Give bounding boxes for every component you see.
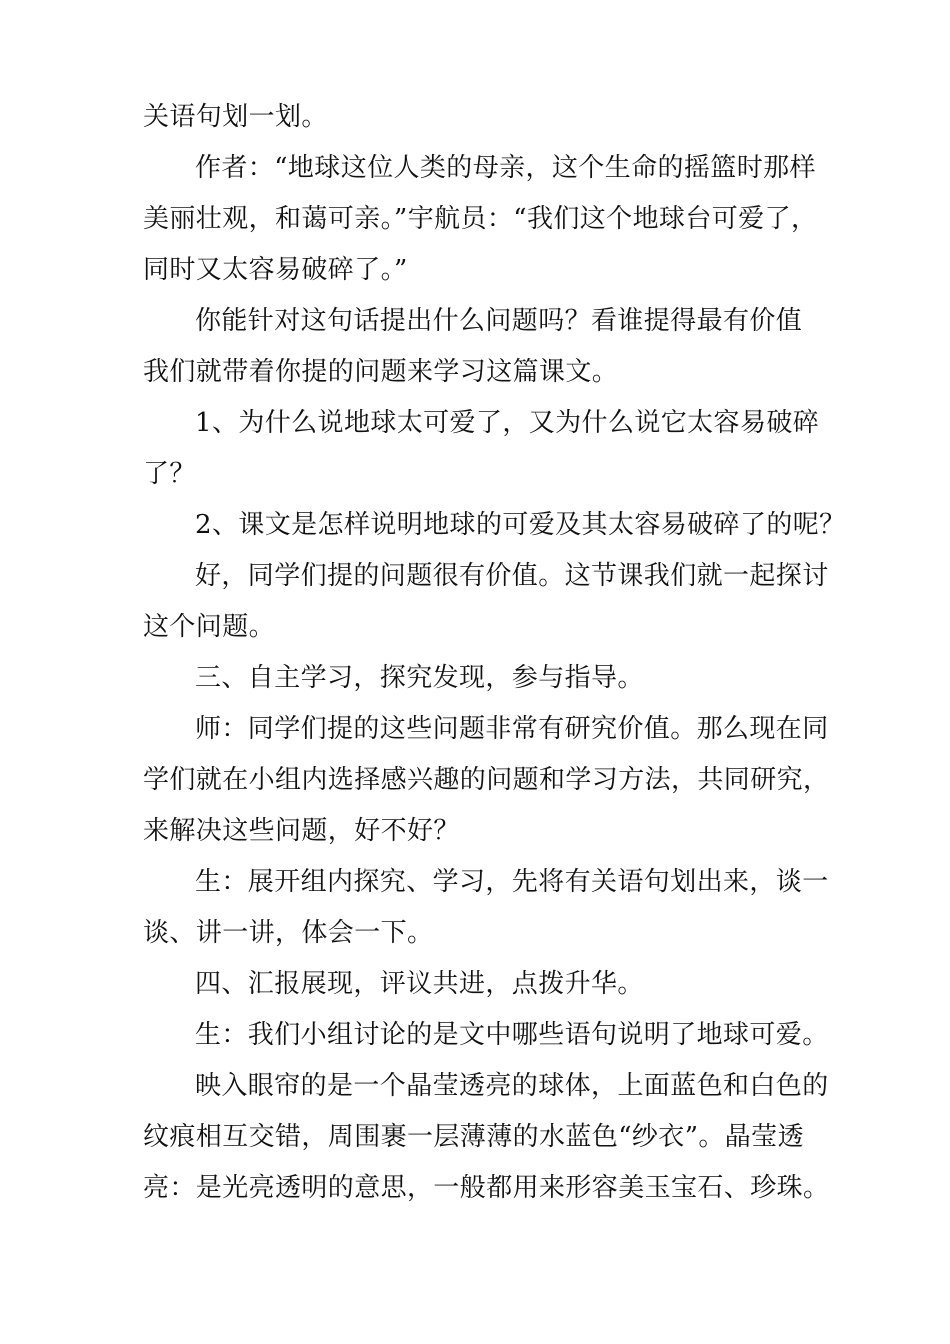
text-line: 师：同学们提的这些问题非常有研究价值。那么现在同: [195, 714, 829, 744]
text-line: 同时又太容易破碎了。”: [143, 255, 408, 285]
text-line: 这个问题。: [143, 612, 276, 642]
text-line: 映入眼帘的是一个晶莹透亮的球体，上面蓝色和白色的: [195, 1071, 829, 1101]
text-line: 学们就在小组内选择感兴趣的问题和学习方法，共同研究，: [143, 765, 830, 795]
text-line: 生：展开组内探究、学习，先将有关语句划出来，谈一: [195, 867, 829, 897]
text-line: 1、为什么说地球太可爱了，又为什么说它太容易破碎: [195, 408, 820, 438]
text-line: 来解决这些问题，好不好？: [143, 816, 460, 846]
text-line: 纹痕相互交错，周围裹一层薄薄的水蓝色“纱衣”。晶莹透: [143, 1122, 804, 1152]
text-line: 三、自主学习，探究发现，参与指导。: [195, 663, 644, 693]
document-body: [143, 92, 846, 1214]
text-line: 亮：是光亮透明的意思，一般都用来形容美玉宝石、珍珠。: [143, 1173, 830, 1203]
text-line: 好，同学们提的问题很有价值。这节课我们就一起探讨: [195, 561, 829, 591]
text-line: 了？: [143, 459, 196, 489]
text-line: 你能针对这句话提出什么问题吗？看谁提得最有价值: [195, 306, 803, 336]
text-line: 美丽壮观，和蔼可亲。”宇航员：“我们这个地球台可爱了，: [143, 204, 818, 234]
text-line: 四、汇报展现，评议共进，点拨升华。: [195, 969, 644, 999]
text-line: 谈、讲一讲，体会一下。: [143, 918, 434, 948]
text-line: 作者：“地球这位人类的母亲，这个生命的摇篮时那样: [195, 153, 816, 183]
text-line: 我们就带着你提的问题来学习这篇课文。: [143, 357, 619, 387]
text-line: 关语句划一划。: [143, 102, 328, 132]
text-line: 2、课文是怎样说明地球的可爱及其太容易破碎了的呢？: [195, 510, 846, 540]
text-line: 生：我们小组讨论的是文中哪些语句说明了地球可爱。: [195, 1020, 829, 1050]
